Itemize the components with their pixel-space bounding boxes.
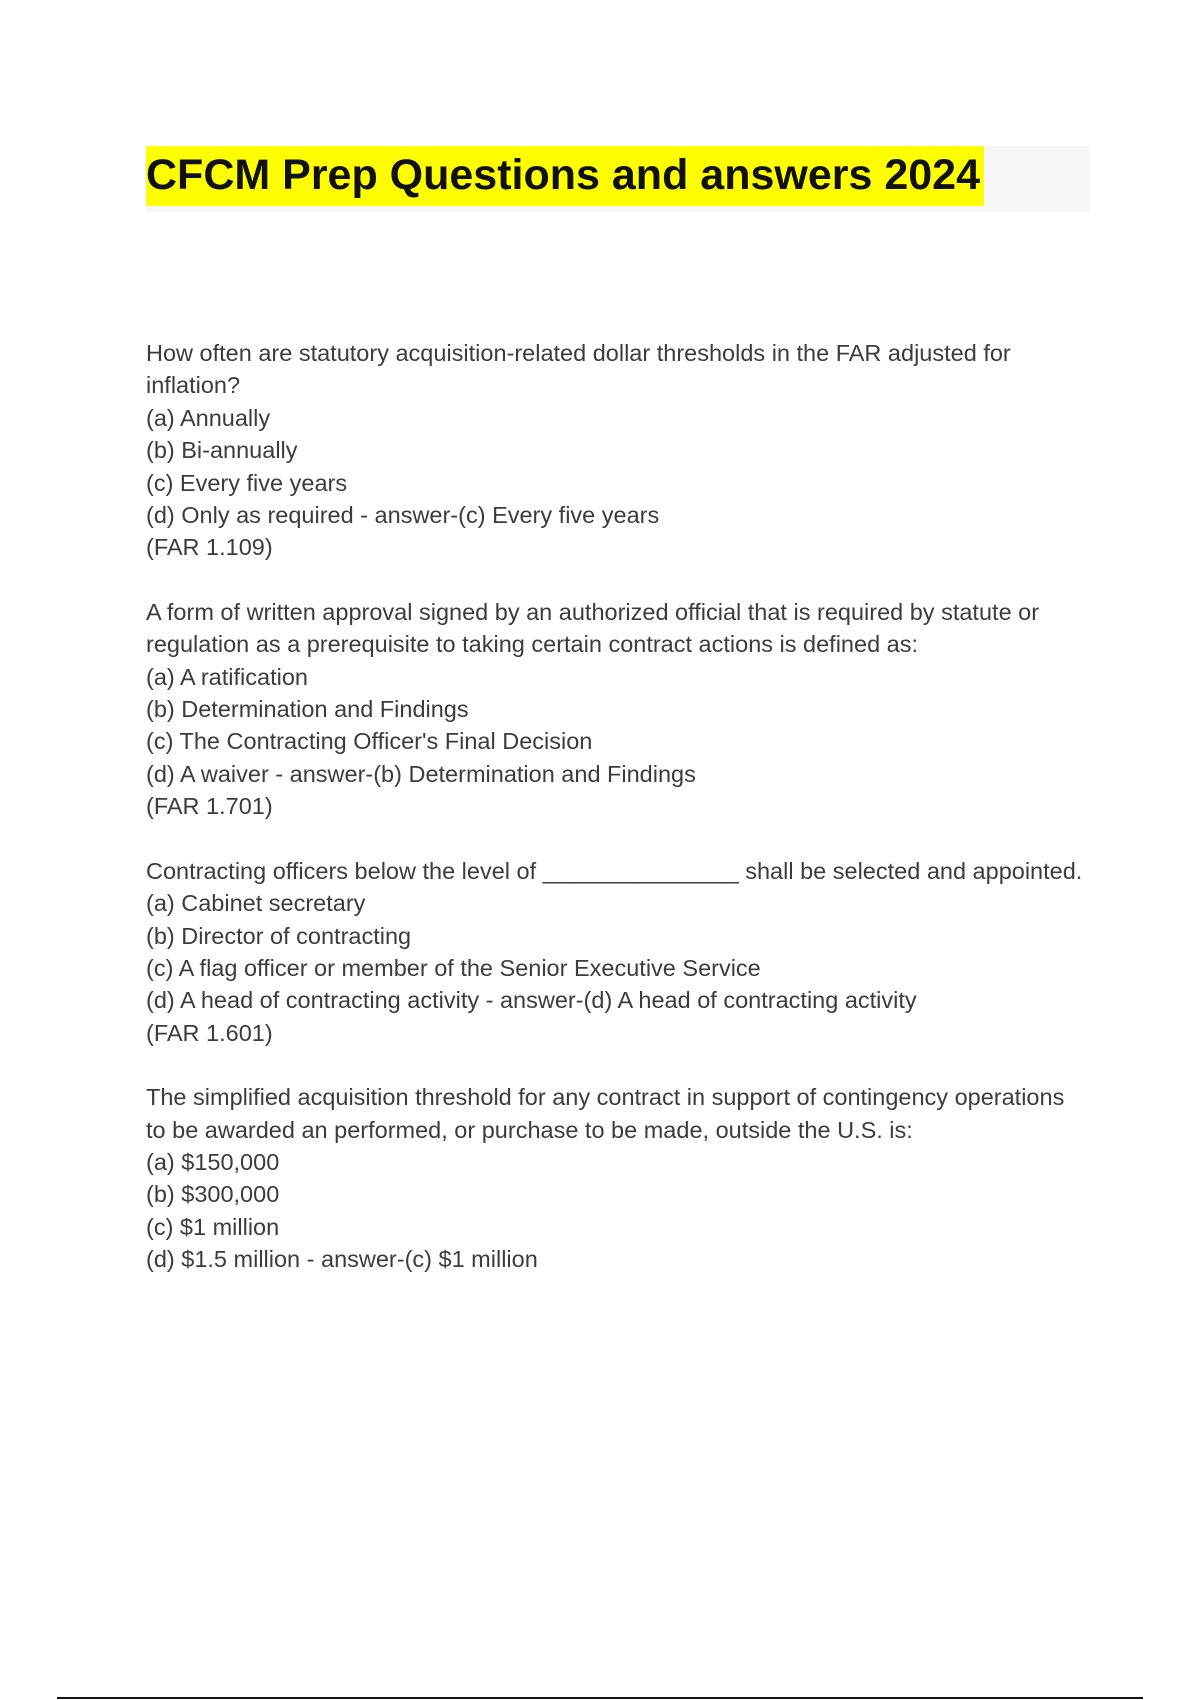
option-d-with-answer: (d) A waiver - answer-(b) Determination and Findings xyxy=(146,760,696,787)
far-reference: (FAR 1.109) xyxy=(146,534,273,561)
page-bottom-divider xyxy=(57,1697,1143,1699)
question-2 xyxy=(146,596,1086,823)
option-b: (b) $300,000 xyxy=(146,1181,280,1208)
option-a: (a) Annually xyxy=(146,404,271,431)
question-text: The simplified acquisition threshold for any contract in support of contingency operations to be awarded an performed, or purchase to be made, outside the U.S. is: xyxy=(146,1084,1065,1143)
option-d-with-answer: (d) Only as required - answer-(c) Every five years xyxy=(146,502,660,529)
question-1 xyxy=(146,337,1086,564)
question-text: Contracting officers below the level of _______________ shall be selected and appointed. xyxy=(146,857,1083,884)
option-a: (a) Cabinet secretary xyxy=(146,890,366,917)
far-reference: (FAR 1.701) xyxy=(146,793,273,820)
far-reference: (FAR 1.601) xyxy=(146,1019,273,1046)
option-b: (b) Bi-annually xyxy=(146,437,298,464)
question-text: How often are statutory acquisition-related dollar thresholds in the FAR adjusted for inflation? xyxy=(146,340,1011,399)
option-b: (b) Determination and Findings xyxy=(146,696,469,723)
question-text: A form of written approval signed by an authorized official that is required by statute or regulation as a prerequisite to taking certain contract actions is defined as: xyxy=(146,598,1040,658)
option-c: (c) $1 million xyxy=(146,1213,280,1240)
option-a: (a) A ratification xyxy=(146,663,308,690)
option-c: (c) A flag officer or member of the Senior Executive Service xyxy=(146,954,761,981)
option-c: (c) Every five years xyxy=(146,469,348,496)
question-4 xyxy=(146,1081,1086,1275)
option-d-with-answer: (d) $1.5 million - answer-(c) $1 million xyxy=(146,1246,538,1273)
question-3 xyxy=(146,855,1086,1049)
option-d-with-answer: (d) A head of contracting activity - answer-(d) A head of contracting activity xyxy=(146,987,917,1014)
option-b: (b) Director of contracting xyxy=(146,922,412,949)
question-list xyxy=(146,337,1086,1308)
option-c: (c) The Contracting Officer's Final Decision xyxy=(146,728,593,755)
document-title: CFCM Prep Questions and answers 2024 xyxy=(146,146,984,206)
option-a: (a) $150,000 xyxy=(146,1148,280,1175)
